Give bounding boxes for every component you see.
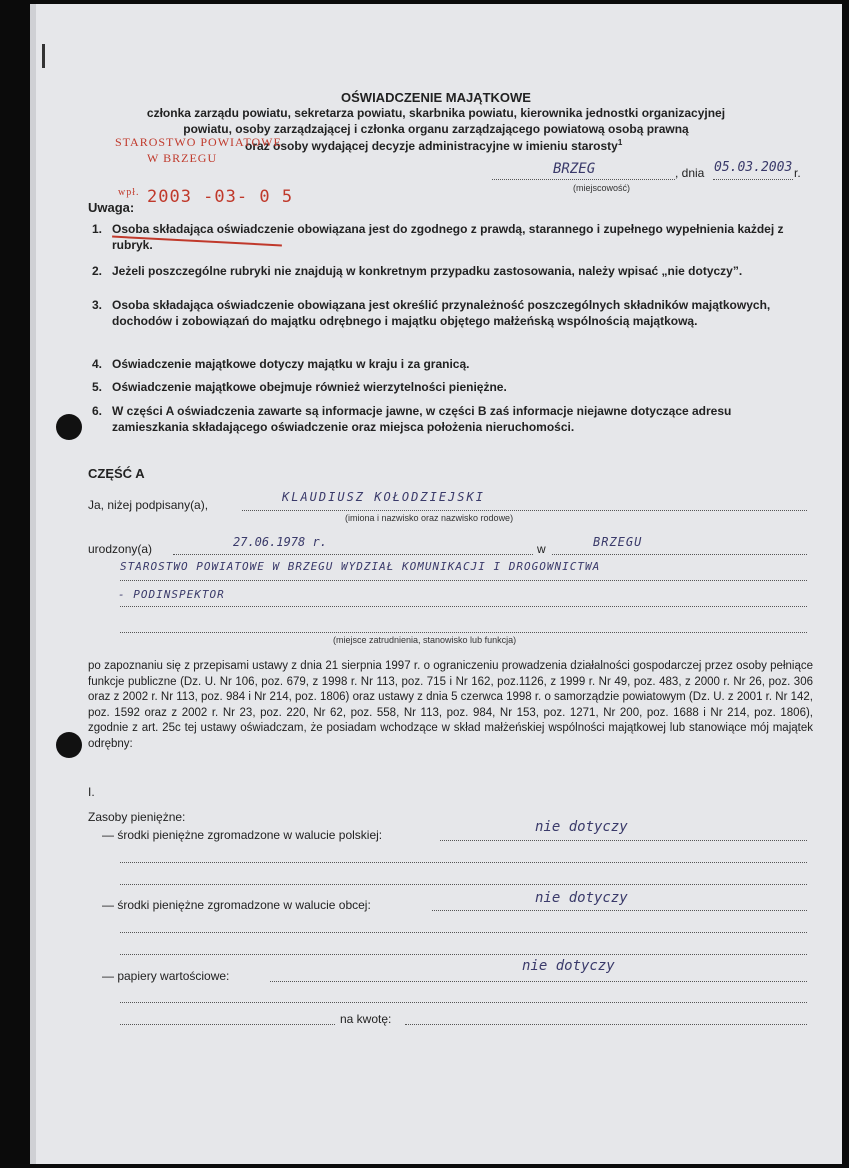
margin-mark [42, 44, 45, 68]
employment-line-1 [120, 580, 807, 581]
pln-extra-line-2 [120, 884, 807, 885]
subtitle-line-2: powiatu, osoby zarządzającej i członka organu zarządzającego powiatową osobą prawną [183, 122, 689, 136]
subtitle-line-1: członka zarządu powiatu, sekretarza powiatu, skarbnika powiatu, kierownika jednostki organizacyjnej [146, 106, 726, 120]
employment-value-2: - PODINSPEKTOR [118, 588, 225, 601]
pln-extra-line-1 [120, 862, 807, 863]
name-caption: (imiona i nazwisko oraz nazwisko rodowe) [345, 513, 514, 523]
foreign-label: — środki pieniężne zgromadzone w walucie obcej: [102, 898, 371, 912]
foreign-extra-line-1 [120, 932, 807, 933]
in-label: w [537, 542, 546, 556]
amount-label: na kwotę: [340, 1012, 392, 1026]
scanned-document-page: OŚWIADCZENIE MAJĄTKOWE członka zarządu powiatu, sekretarza powiatu, skarbnika powiatu, kierownika jednostki organizacyjnej powiatu, osoby zarządzającej i członka organu zarządzającego powiatową osobą prawną oraz osoby wydającej decyzje administracyjne w imieniu starosty$^1$ STAROSTWO POWIATOWE W BRZEGU wpł. 2003 -03- 0 5 BRZEG , dnia 05.03.2003 r. (miejscowość) Uwaga: 1. Osoba składająca oświadczenie obowiązana jest do zgodnego z prawdą, starannego i zupełnego wypełnienia każdej z rubryk. 2. Jeżeli poszczególne rubryki nie znajdują w konkretnym przypadku zastosowania, należy wpisać „nie dotyczy”. 3. Osoba składająca oświadczenie obowiązana jest określić przynależność poszczególnych składników majątkowych, dochodów i zobowiązań do majątku odrębnego i majątku objętego małżeńską wspólnością majątkową. 4. Oświadczenie majątkowe dotyczy majątku w kraju i za granicą. 5. Oświadczenie majątkowe obejmuje również wierzytelności pieniężne. 6. W części A oświadczenia zawarte są informacje jawne, w części B zaś informacje niejawne dotyczące adresu zamieszkania składającego oświadczenie oraz miejsca położenia nieruchomości. CZĘŚĆ A Ja, niżej podpisany(a), KLAUDIUSZ KOŁODZIEJSKI (imiona i nazwisko oraz nazwisko rodowe) urodzony(a) 27.06.1978 r. w BRZEGU STAROSTWO POWIATOWE W BRZEGU WYDZIAŁ KOMUNIKACJI I DROGOWNICTWA - PODINSPEKTOR (miejsce zatrudnienia, stanowisko lub funkcja) po zapoznaniu się z przepisami ustawy z dnia 21 sierpnia 1997 r. o ograniczeniu prowadzenia działalności gospodarczej przez osoby pełniące funkcje publiczne (Dz. U. Nr 106, poz. 679, z 1998 r. Nr 113, poz. 715 i Nr 162, poz.1126, z 1999 r. Nr 49, poz. 483, z 2000 r. Nr 26, poz. 306 oraz z 2002 r. Nr 113, poz. 984 i Nr 214, poz. 1806) oraz ustawy z dnia 5 czerwca 1998 r. o samorządzie powiatowym (Dz. U. z 2001 r. Nr 142, poz. 1592 oraz z 2002 r. Nr 23, poz. 220, Nr 62, poz. 558, Nr 113, poz. 984, Nr 153, poz. 1271, Nr 200, poz. 1688 i Nr 214, poz. 1806), zgodnie z art. 25c tej ustawy oświadczam, że posiadam wchodzące w skład małżeńskiej wspólności majątkowej lub stanowiące mój majątek odrębny: I. Zasoby pieniężne: — środki pieniężne zgromadzone w walucie polskiej: nie dotyczy — środki pieniężne zgromadzone w walucie obcej: nie dotyczy — papiery wartościowe: nie dotyczy na kwotę: [30, 4, 842, 1164]
pln-label: — środki pieniężne zgromadzone w walucie polskiej: [102, 828, 383, 842]
pln-value: nie dotyczy [535, 819, 628, 835]
born-date-value: 27.06.1978 r. [233, 535, 327, 549]
date-value: 05.03.2003 [714, 160, 793, 175]
date-line [713, 179, 793, 180]
foreign-value: nie dotyczy [535, 890, 628, 906]
name-value: KLAUDIUSZ KOŁODZIEJSKI [282, 490, 485, 504]
stamp-city: W BRZEGU [147, 151, 218, 165]
amount-line [405, 1024, 807, 1025]
ja-label: Ja, niżej podpisany(a), [88, 498, 209, 512]
born-date-line [173, 554, 533, 555]
employment-caption: (miejsce zatrudnienia, stanowisko lub funkcja) [333, 635, 517, 645]
date-label: , dnia [675, 166, 705, 180]
year-suffix: r. [794, 166, 801, 180]
employment-line-3 [120, 632, 807, 633]
scan-edge [30, 4, 36, 1164]
born-place-line [552, 554, 807, 555]
born-label: urodzony(a) [88, 542, 153, 556]
zasoby-label: Zasoby pieniężne: [88, 810, 186, 824]
legal-basis-paragraph: po zapoznaniu się z przepisami ustawy z dnia 21 sierpnia 1997 r. o ograniczeniu prowadzenia działalności gospodarczej przez osoby pełniące funkcje publiczne (Dz. U. Nr 106, poz. 679, z 1998 r. Nr 113, poz. 715 i Nr 162, poz.1126, z 1999 r. Nr 49, poz. 483, z 2000 r. Nr 26, poz. 306 oraz z 2002 r. Nr 113, poz. 984 i Nr 214, poz. 1806) oraz ustawy z dnia 5 czerwca 1998 r. o samorządzie powiatowym (Dz. U. z 2001 r. Nr 142, poz. 1592 oraz z 2002 r. Nr 23, poz. 220, Nr 62, poz. 558, Nr 113, poz. 984, Nr 153, poz. 1271, Nr 200, poz. 1688 i Nr 214, poz. 1806), zgodnie z art. 25c tej ustawy oświadczam, że posiadam wchodzące w skład małżeńskiej wspólności majątkowej lub stanowiące mój majątek odrębny: [88, 660, 813, 750]
place-caption: (miejscowość) [573, 183, 631, 193]
place-line [492, 179, 675, 180]
securities-line [270, 981, 807, 982]
name-line [242, 510, 807, 511]
securities-value: nie dotyczy [522, 958, 615, 974]
stamp-received-label: wpł. [118, 187, 140, 198]
securities-extra-line [120, 1002, 807, 1003]
foreign-extra-line-2 [120, 954, 807, 955]
foreign-line [432, 910, 807, 911]
stamp-office: STAROSTWO POWIATOWE [115, 135, 282, 149]
employment-value-1: STAROSTWO POWIATOWE W BRZEGU WYDZIAŁ KOMUNIKACJI I DROGOWNICTWA [120, 560, 601, 573]
securities-label: — papiery wartościowe: [102, 969, 230, 983]
uwaga-label: Uwaga: [88, 200, 135, 215]
section-roman: I. [88, 785, 95, 799]
place-value: BRZEG [553, 161, 596, 177]
amount-pre-line [120, 1024, 335, 1025]
subtitle-line-3: oraz osoby wydającej decyzje administracyjne w imieniu starosty$^1$ [245, 138, 623, 153]
punch-hole-lower [56, 732, 82, 758]
punch-hole-upper [56, 414, 82, 440]
pln-line [440, 840, 807, 841]
born-place-value: BRZEGU [593, 535, 643, 549]
stamp-date: 2003 -03- 0 5 [147, 187, 294, 207]
part-a-heading: CZĘŚĆ A [88, 466, 145, 481]
employment-line-2 [120, 606, 807, 607]
document-title: OŚWIADCZENIE MAJĄTKOWE [341, 90, 531, 105]
